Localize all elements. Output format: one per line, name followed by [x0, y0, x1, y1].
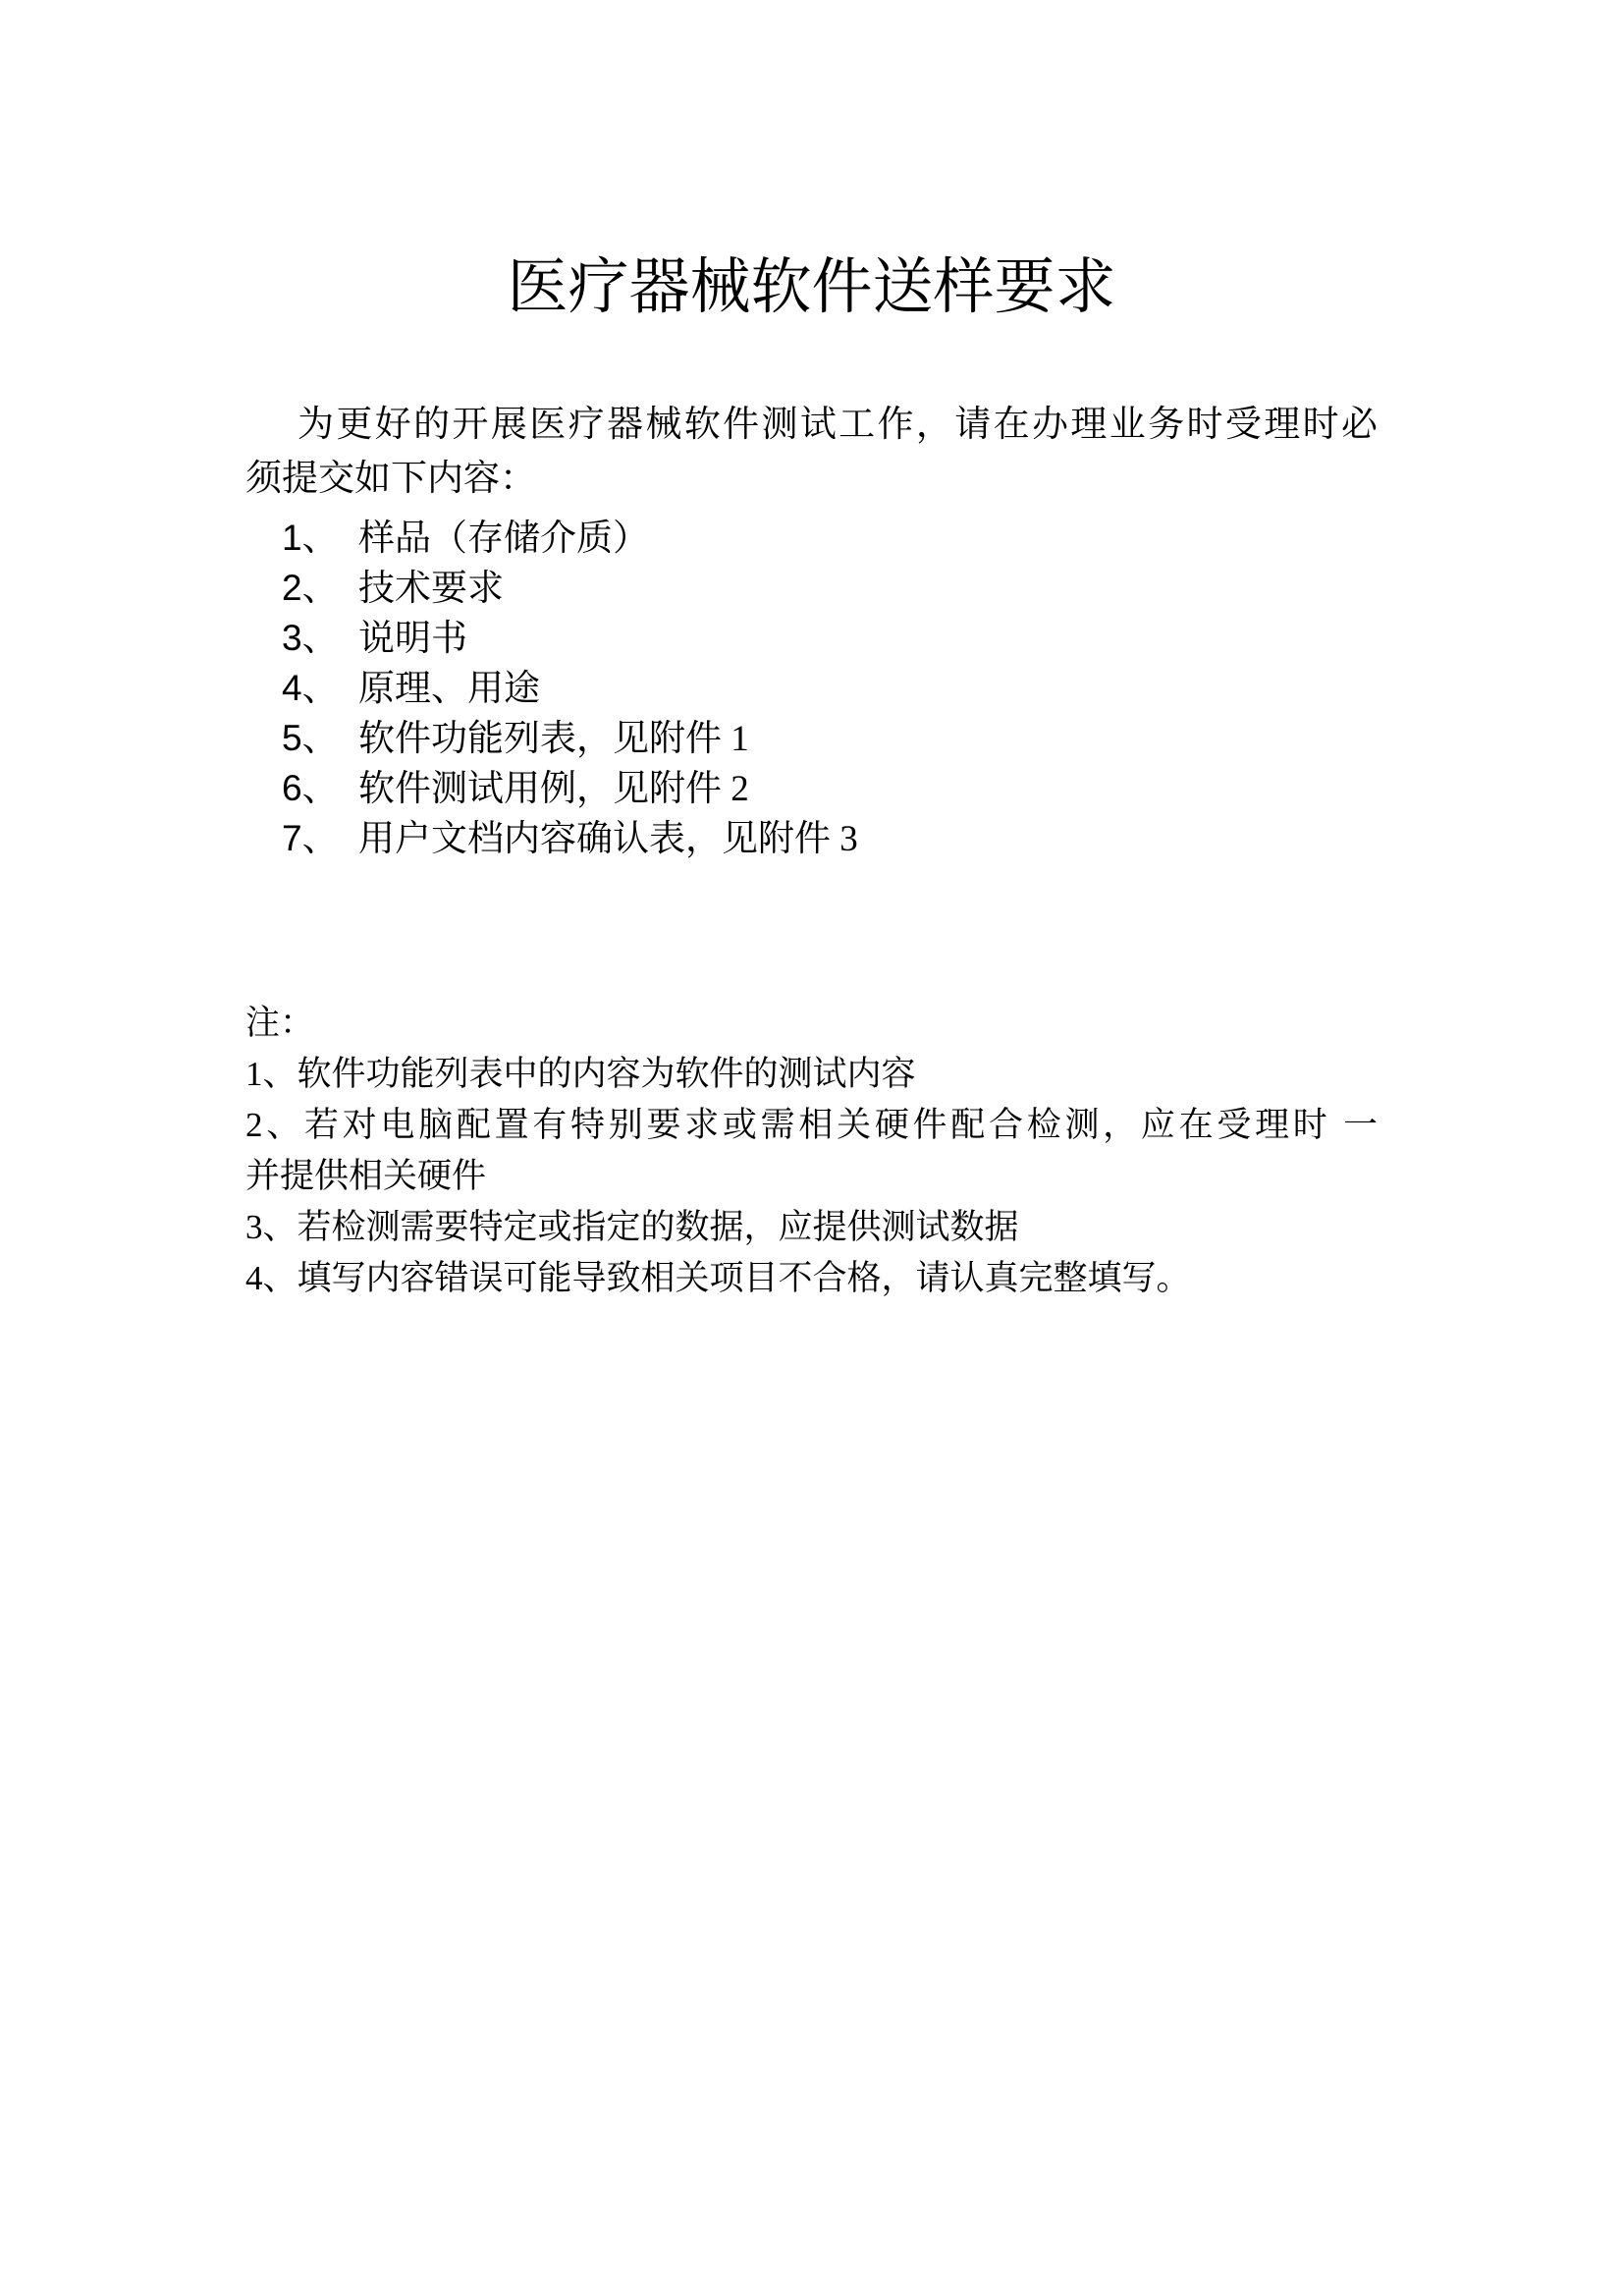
requirements-list — [245, 514, 1378, 864]
requirement-number: 2、 — [282, 568, 339, 608]
requirement-text: 软件测试用例，见附件 2 — [358, 769, 749, 809]
requirement-item-5 — [245, 714, 1378, 764]
requirement-number: 6、 — [282, 768, 339, 808]
requirement-text: 原理、用途 — [358, 669, 540, 709]
note-line-2: 2、若对电脑配置有特别要求或需相关硬件配合检测，应在受理时 一 — [245, 1106, 1378, 1144]
notes-section — [245, 998, 1378, 1304]
document-title: 医疗器械软件送样要求 — [507, 254, 1116, 321]
note-line-2-continued: 并提供相关硬件 — [245, 1157, 487, 1195]
notes-label: 注： — [245, 1004, 315, 1042]
intro-line-1: 为更好的开展医疗器械软件测试工作，请在办理业务时受理时必 — [298, 405, 1378, 445]
requirement-item-1 — [245, 514, 1378, 564]
note-line-4: 4、填写内容错误可能导致相关项目不合格，请认真完整填写。 — [245, 1259, 1191, 1297]
intro-paragraph — [245, 398, 1378, 506]
requirement-item-6 — [245, 764, 1378, 814]
requirement-item-4 — [245, 664, 1378, 714]
requirement-item-3 — [245, 614, 1378, 664]
requirement-text: 软件功能列表，见附件 1 — [358, 719, 749, 759]
requirement-text: 用户文档内容确认表，见附件 3 — [358, 819, 858, 859]
requirement-number: 3、 — [282, 618, 339, 658]
requirement-number: 7、 — [282, 818, 339, 858]
requirement-number: 5、 — [282, 718, 339, 758]
intro-line-2: 须提交如下内容： — [245, 459, 536, 499]
note-line-1: 1、软件功能列表中的内容为软件的测试内容 — [245, 1055, 916, 1093]
requirement-item-7 — [245, 814, 1378, 864]
requirement-number: 4、 — [282, 668, 339, 708]
requirement-text: 技术要求 — [358, 569, 504, 609]
requirement-number: 1、 — [282, 518, 339, 558]
requirement-text: 说明书 — [358, 619, 467, 659]
note-line-3: 3、若检测需要特定或指定的数据，应提供测试数据 — [245, 1208, 1019, 1246]
requirement-item-2 — [245, 564, 1378, 614]
requirement-text: 样品（存储介质） — [358, 519, 649, 559]
